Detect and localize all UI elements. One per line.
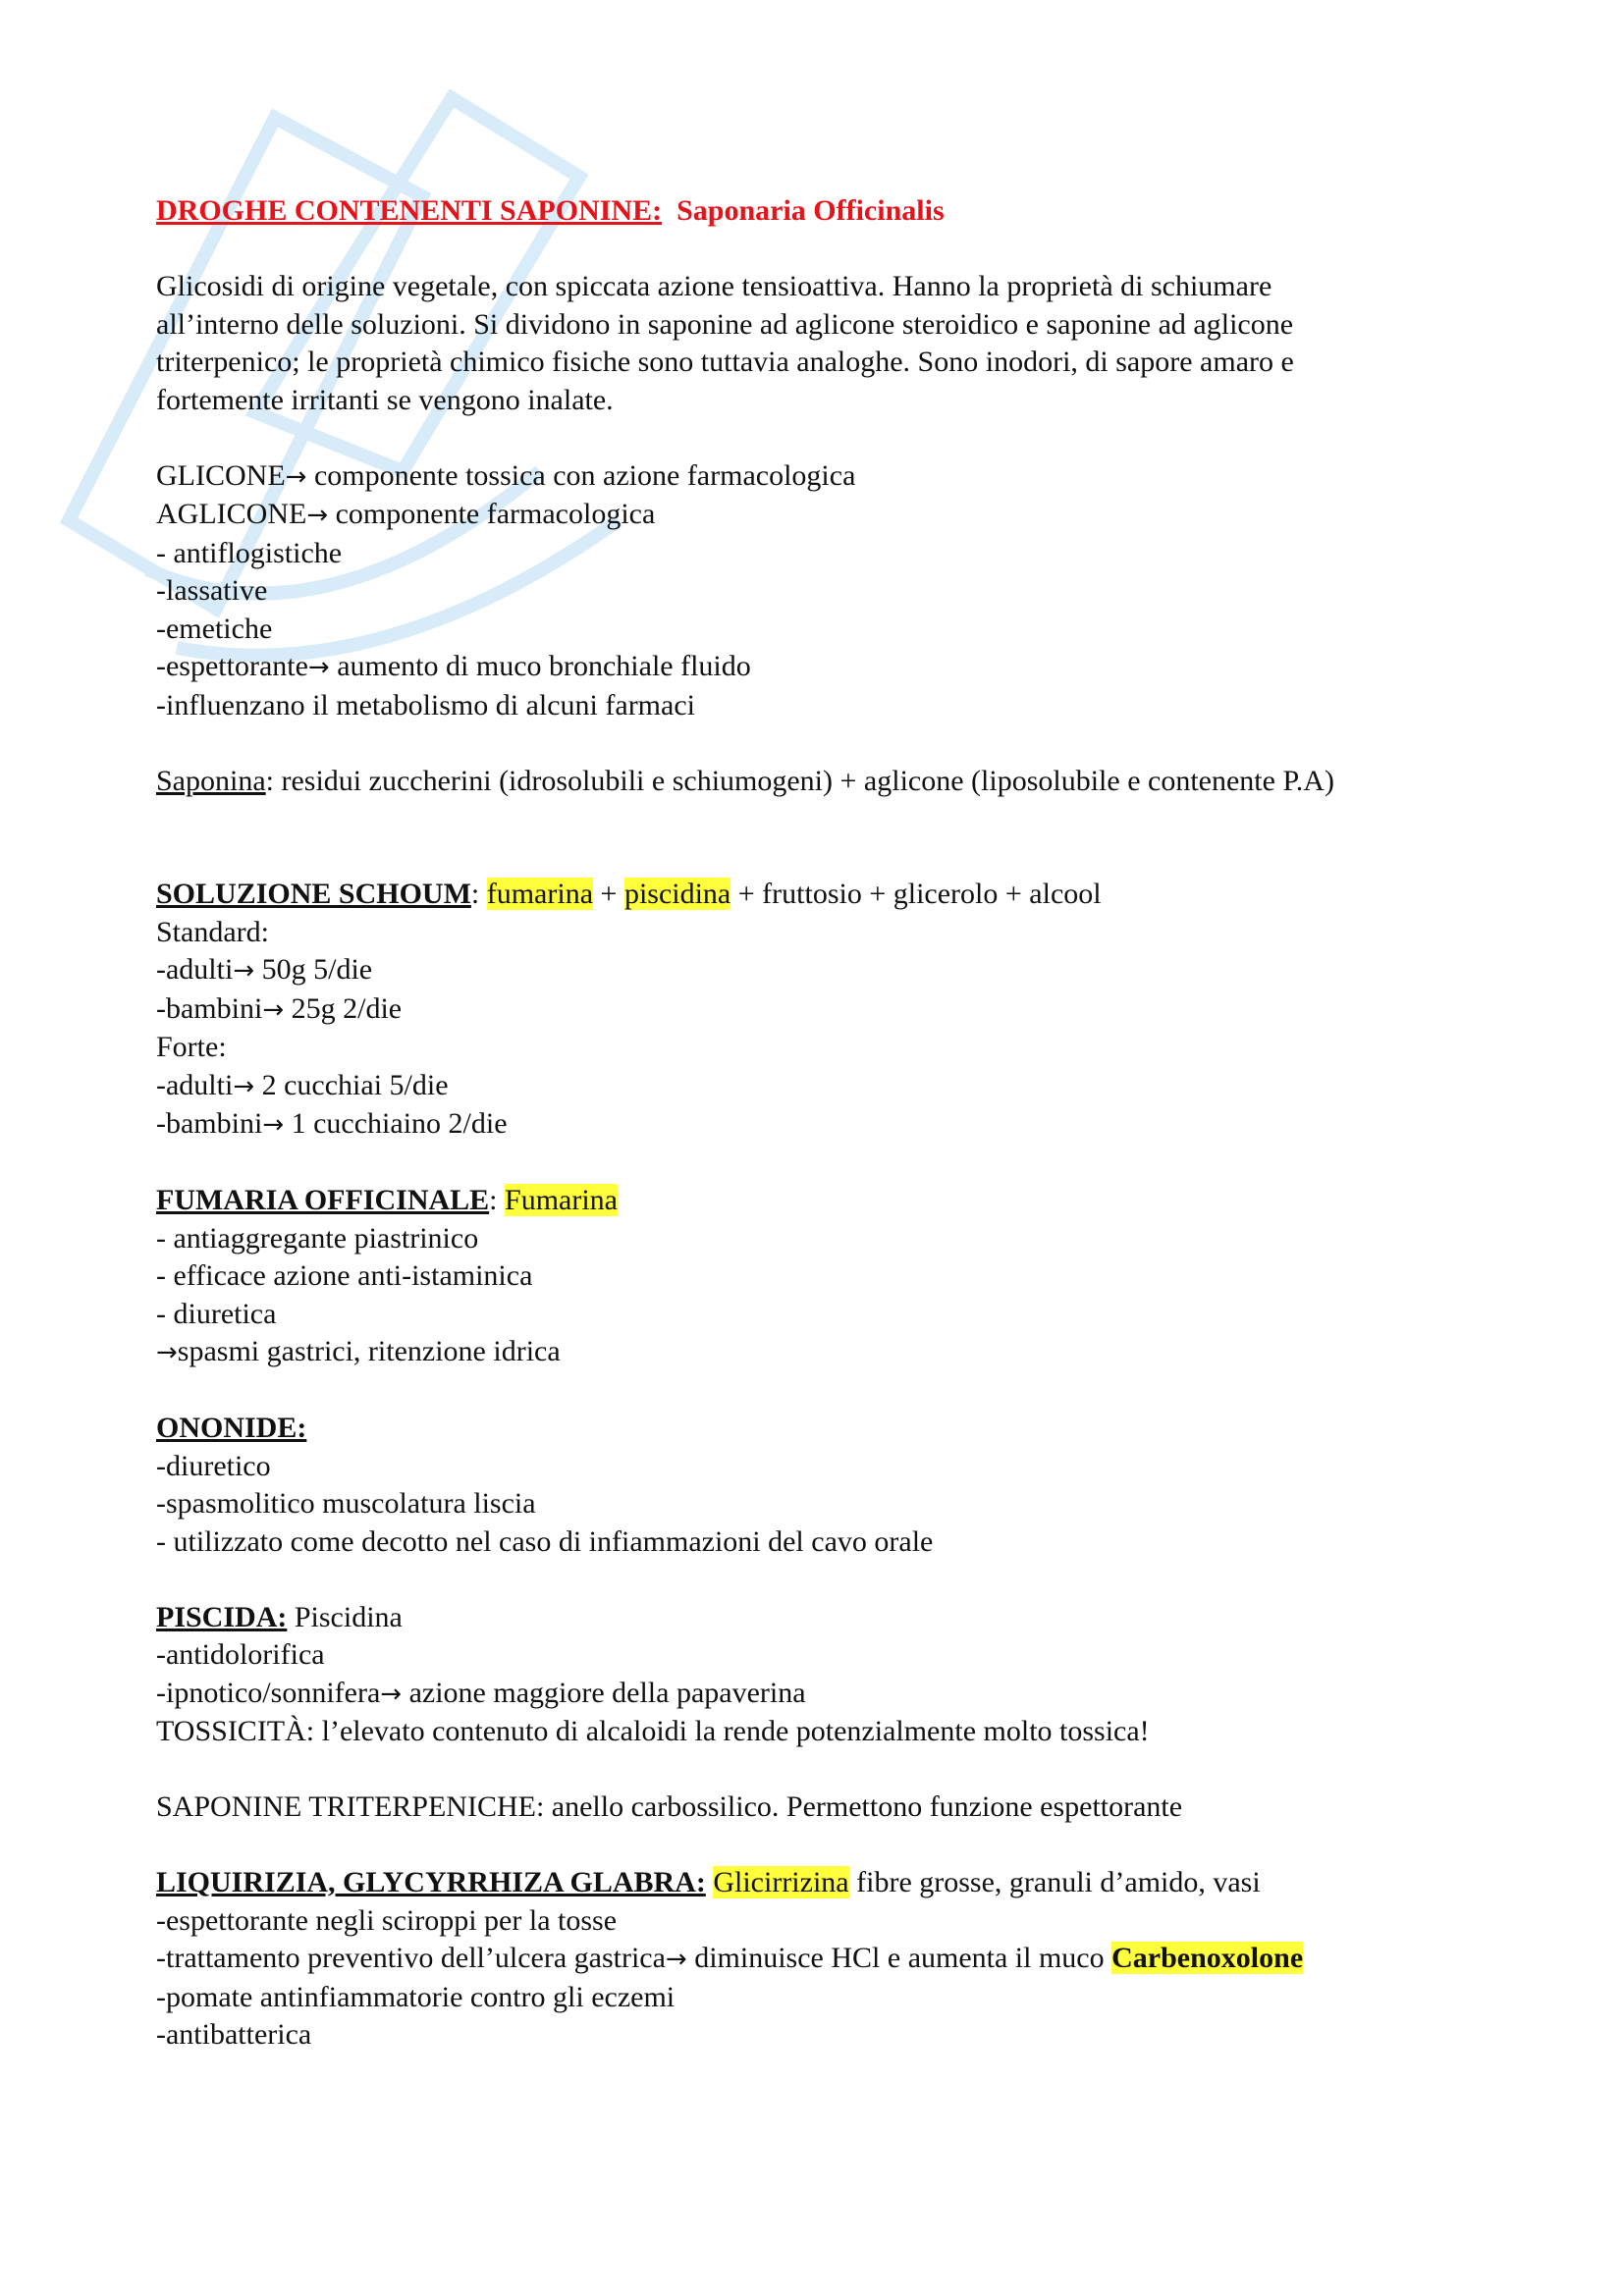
dose-value: 1 cucchiaino 2/die (291, 1107, 508, 1140)
list-item: -emetiche (156, 612, 273, 645)
espettorante-desc: aumento di muco bronchiale fluido (337, 650, 751, 682)
dose-who: -adulti (156, 953, 234, 986)
ulcera-desc: diminuisce HCl e aumenta il muco (694, 1942, 1112, 1974)
page-title (156, 192, 1491, 231)
list-item: - antiflogistiche (156, 536, 343, 569)
schoum-rest: + fruttosio + glicerolo + alcool (730, 878, 1102, 910)
arrow-icon: → (665, 1945, 687, 1974)
dose-line (156, 1067, 1491, 1106)
list-item: - efficace azione anti-istaminica (156, 1259, 533, 1292)
glicone-desc: componente tossica con azione farmacologica (313, 458, 856, 492)
arrow-item-text: spasmi gastrici, ritenzione idrica (177, 1335, 561, 1367)
arrow-icon: → (233, 1071, 255, 1101)
fumaria-heading-line (156, 1182, 1491, 1220)
piscida-after: Piscidina (287, 1600, 403, 1633)
liquirizia-rest: fibre grosse, granuli d’amido, vasi (848, 1866, 1261, 1898)
list-item: - utilizzato come decotto nel caso di infiammazioni del cavo orale (156, 1524, 934, 1558)
dose-value: 2 cucchiai 5/die (261, 1068, 449, 1101)
espettorante-line (156, 648, 1491, 687)
list-item (156, 1333, 1491, 1372)
schoum-heading-line (156, 876, 1491, 914)
arrow-icon: → (307, 653, 330, 682)
triterpeniche-line: SAPONINE TRITERPENICHE: anello carbossilico. Permettono funzione espettorante (156, 1790, 1183, 1823)
ulcera-term: -trattamento preventivo dell’ulcera gastrica (156, 1942, 666, 1974)
ipnotico-term: -ipnotico/sonnifera (156, 1676, 381, 1709)
arrow-icon: → (262, 994, 285, 1025)
separator: : (489, 1184, 506, 1216)
section-heading: LIQUIRIZIA, GLYCYRRHIZA GLABRA: (156, 1866, 706, 1898)
title-main: DROGHE CONTENENTI SAPONINE: (156, 194, 663, 227)
glicone-line (156, 457, 1491, 497)
dose-line (156, 990, 1491, 1030)
section-heading: PISCIDA: (156, 1600, 288, 1633)
piscida-heading-line (156, 1599, 1491, 1637)
plus-sign: + (593, 878, 624, 910)
list-item: -antibatterica (156, 2018, 312, 2051)
intro-line-3: triterpenico; le proprietà chimico fisiche sono tuttavia analoghe. Sono inodori, di sapore amaro e (156, 346, 1294, 378)
list-item: -spasmolitico muscolatura liscia (156, 1487, 536, 1520)
list-item: -influenzano il metabolismo di alcuni farmaci (156, 688, 695, 721)
list-item: -antidolorifica (156, 1638, 325, 1671)
list-item: - diuretica (156, 1297, 277, 1330)
intro-line-2: all’interno delle soluzioni. Si dividono in saponine ad aglicone steroidico e saponine ad aglicone (156, 307, 1294, 341)
saponina-line (156, 763, 1491, 801)
highlight-carbenoxolone: Carbenoxolone (1111, 1942, 1304, 1974)
ononide-heading-line (156, 1410, 1491, 1448)
saponina-desc: : residui zuccherini (idrosolubili e schiumogeni) + aglicone (liposolubile e contenente P.A) (265, 764, 1334, 797)
section-heading: SOLUZIONE SCHOUM (156, 878, 471, 910)
title-sub: Saponaria Officinalis (676, 194, 945, 227)
aglicone-line (156, 496, 1491, 535)
dose-who: -adulti (156, 1068, 234, 1101)
arrow-icon: → (262, 1110, 285, 1140)
saponina-term: Saponina (156, 764, 266, 797)
separator: : (470, 878, 487, 910)
highlight-glicirrizina: Glicirrizina (713, 1866, 849, 1898)
arrow-icon: → (233, 956, 255, 986)
arrow-icon: → (306, 501, 329, 530)
list-item: - antiaggregante piastrinico (156, 1221, 479, 1255)
list-item: -pomate antinfiammatorie contro gli eczemi (156, 1980, 676, 2013)
ipnotico-line (156, 1675, 1491, 1714)
aglicone-desc: componente farmacologica (335, 498, 656, 530)
highlight-piscidina: piscidina (623, 878, 731, 910)
dose-value: 25g 2/die (291, 991, 403, 1025)
ulcera-line (156, 1940, 1491, 1979)
highlight-fumarina: Fumarina (505, 1184, 618, 1216)
ipnotico-desc: azione maggiore della papaverina (408, 1676, 806, 1709)
arrow-icon: → (380, 1679, 403, 1709)
dose-line (156, 951, 1491, 990)
arrow-icon: → (285, 461, 307, 492)
arrow-icon: → (156, 1338, 178, 1367)
dose-who: -bambini (156, 991, 263, 1025)
forte-label: Forte: (156, 1031, 227, 1063)
list-item: -diuretico (156, 1449, 271, 1482)
highlight-fumarina: fumarina (486, 878, 594, 910)
standard-label: Standard: (156, 915, 269, 948)
section-heading: FUMARIA OFFICINALE (156, 1184, 490, 1216)
tossicita-line: TOSSICITÀ: l’elevato contenuto di alcaloidi la rende potenzialmente molto tossica! (156, 1715, 1150, 1747)
dose-value: 50g 5/die (261, 953, 373, 986)
section-heading: ONONIDE: (156, 1412, 307, 1444)
list-item: -lassative (156, 574, 268, 607)
intro-line-1: Glicosidi di origine vegetale, con spiccata azione tensioattiva. Hanno la proprietà di schiumare (156, 270, 1272, 302)
intro-line-4: fortemente irritanti se vengono inalate. (156, 383, 614, 416)
espettorante-term: -espettorante (156, 650, 308, 682)
glicone-term: GLICONE (156, 458, 286, 492)
list-item: -espettorante negli sciroppi per la tosse (156, 1903, 618, 1937)
aglicone-term: AGLICONE (156, 498, 307, 530)
liquirizia-heading-line (156, 1864, 1491, 1902)
dose-who: -bambini (156, 1107, 263, 1140)
dose-line (156, 1105, 1491, 1145)
document-body (156, 192, 1491, 2055)
